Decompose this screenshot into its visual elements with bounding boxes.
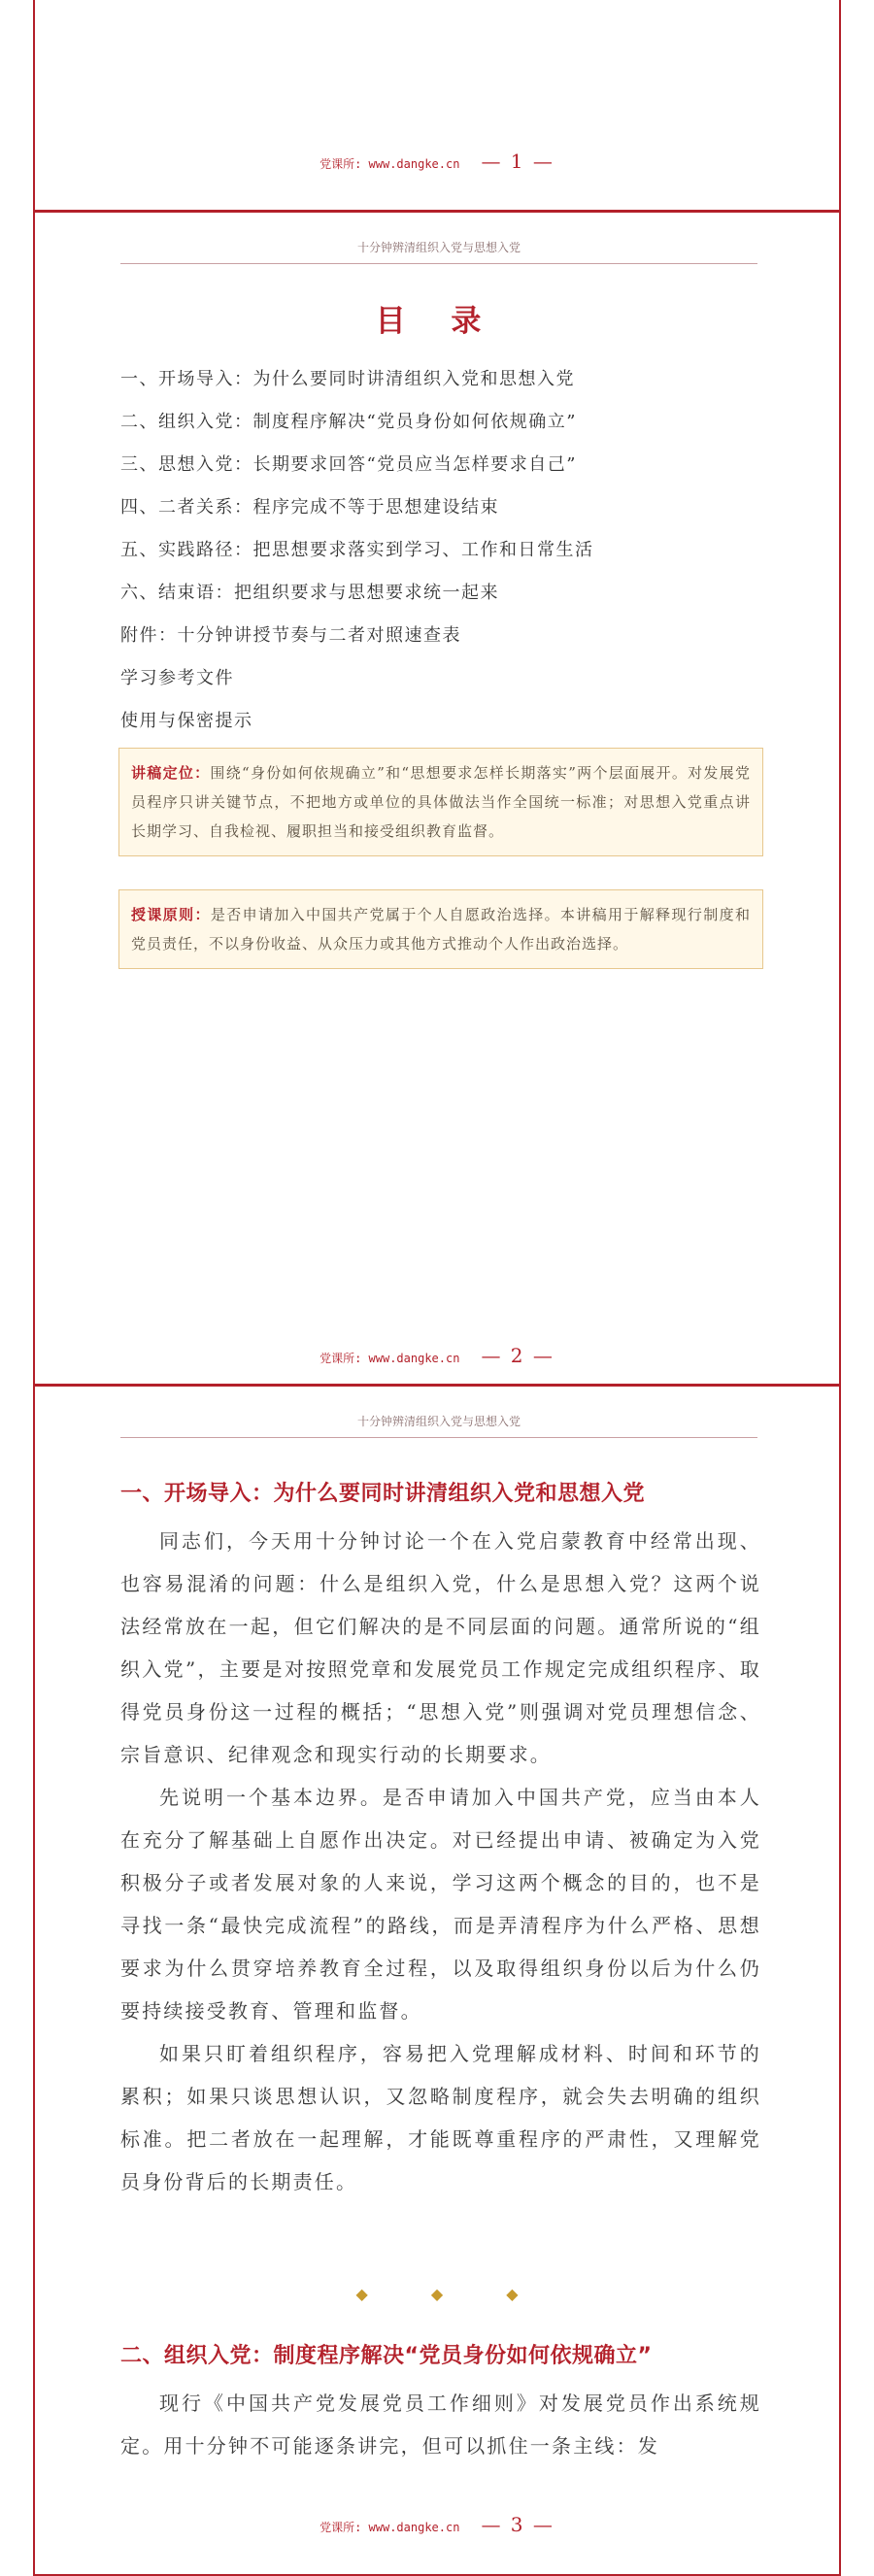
note-text: 围绕“身份如何依规确立”和“思想要求怎样长期落实”两个层面展开。对发展党员程序只讲关键节点，不把地方或单位的具体做法当作全国统一标准；对思想入党重点讲长期学习、自我检视、履职担当和接受组织教育监督。 [131, 764, 751, 840]
section-heading: 一、开场导入：为什么要同时讲清组织入党和思想入党 [120, 1482, 646, 1506]
running-header: 十分钟辨清组织入党与思想入党 [120, 1413, 757, 1438]
page-3 [33, 1387, 841, 2576]
toc-item[interactable]: 五、实践路径：把思想要求落实到学习、工作和日常生活 [120, 540, 594, 560]
footer-site-label: 党课所: www.dangke.cn [319, 1352, 460, 1365]
section-body [120, 1520, 761, 2203]
footer-site-label: 党课所: www.dangke.cn [319, 157, 460, 171]
page-footer [35, 1344, 839, 1367]
note-label: 讲稿定位： [131, 764, 211, 782]
paragraph: 先说明一个基本边界。是否申请加入中国共产党，应当由本人在充分了解基础上自愿作出决定。对已经提出申请、被确定为入党积极分子或者发展对象的人来说，学习这两个概念的目的，也不是寻找一条“最快完成流程”的路线，而是弄清程序为什么严格、思想要求为什么贯穿培养教育全过程，以及取得组织身份以后为什么仍要持续接受教育、管理和监督。 [120, 1786, 761, 2023]
page-footer [35, 150, 839, 173]
toc-item[interactable]: 六、结束语：把组织要求与思想要求统一起来 [120, 583, 499, 603]
running-header: 十分钟辨清组织入党与思想入党 [120, 239, 757, 264]
positioning-note [118, 748, 763, 856]
principle-note [118, 889, 763, 969]
page-footer [35, 2513, 839, 2536]
section-body [120, 2382, 761, 2467]
note-label: 授课原则： [131, 906, 211, 923]
page-number: — 2 — [481, 1344, 555, 1367]
toc-item[interactable]: 一、开场导入：为什么要同时讲清组织入党和思想入党 [120, 369, 575, 389]
table-of-contents [120, 358, 761, 743]
section-heading: 二、组织入党：制度程序解决“党员身份如何依规确立” [120, 2344, 653, 2368]
section-divider-ornament: ◆ ◆ ◆ [355, 2285, 548, 2303]
toc-item[interactable]: 四、二者关系：程序完成不等于思想建设结束 [120, 497, 499, 518]
toc-item[interactable]: 使用与保密提示 [120, 711, 253, 731]
paragraph: 如果只盯着组织程序，容易把入党理解成材料、时间和环节的累积；如果只谈思想认识，又忽略制度程序，就会失去明确的组织标准。把二者放在一起理解，才能既尊重程序的严肃性，又理解党员身份背后的长期责任。 [120, 2042, 761, 2193]
page-number: — 1 — [481, 150, 555, 173]
toc-item[interactable]: 二、组织入党：制度程序解决“党员身份如何依规确立” [120, 412, 577, 432]
toc-item[interactable]: 学习参考文件 [120, 668, 234, 688]
toc-item[interactable]: 附件：十分钟讲授节奏与二者对照速查表 [120, 625, 461, 646]
toc-item[interactable]: 三、思想入党：长期要求回答“党员应当怎样要求自己” [120, 454, 577, 475]
toc-title: 目 录 [375, 304, 499, 339]
page-number: — 3 — [481, 2513, 555, 2536]
paragraph: 现行《中国共产党发展党员工作细则》对发展党员作出系统规定。用十分钟不可能逐条讲完，但可以抓住一条主线：发 [120, 2392, 761, 2458]
page-2 [33, 213, 841, 1384]
footer-site-label: 党课所: www.dangke.cn [319, 2521, 460, 2534]
page-1 [33, 0, 841, 210]
paragraph: 同志们，今天用十分钟讨论一个在入党启蒙教育中经常出现、也容易混淆的问题：什么是组织入党，什么是思想入党？这两个说法经常放在一起，但它们解决的是不同层面的问题。通常所说的“组织入党”，主要是对按照党章和发展党员工作规定完成组织程序、取得党员身份这一过程的概括；“思想入党”则强调对党员理想信念、宗旨意识、纪律观念和现实行动的长期要求。 [120, 1529, 761, 1766]
note-text: 是否申请加入中国共产党属于个人自愿政治选择。本讲稿用于解释现行制度和党员责任，不以身份收益、从众压力或其他方式推动个人作出政治选择。 [131, 906, 751, 953]
